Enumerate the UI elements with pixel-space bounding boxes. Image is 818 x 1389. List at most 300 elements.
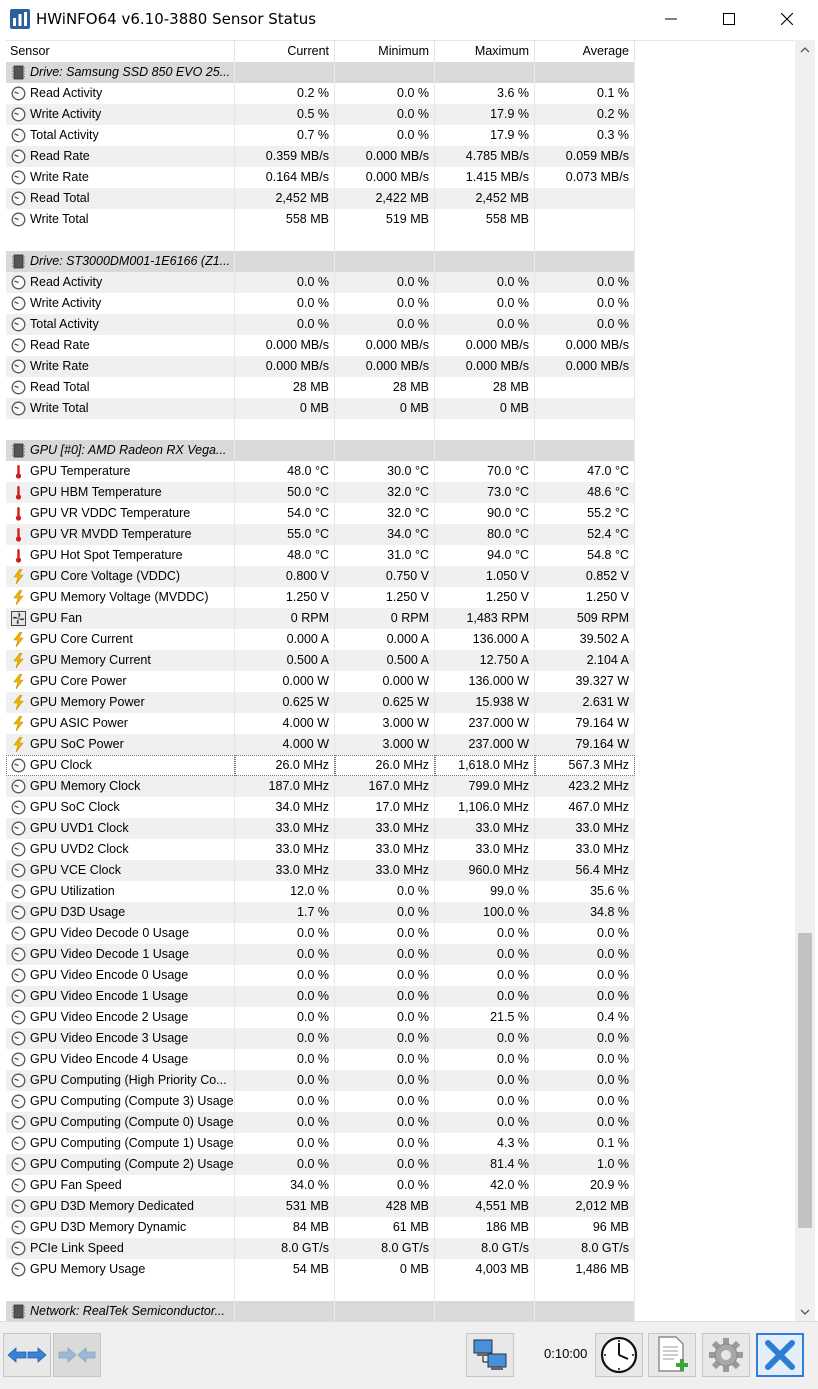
- sensor-row[interactable]: [6, 1238, 794, 1259]
- sensor-row[interactable]: [6, 755, 794, 776]
- sensor-name-cell: [6, 965, 235, 986]
- minimum-value: 30.0 °C: [335, 461, 435, 482]
- sensor-row[interactable]: [6, 902, 794, 923]
- sensor-name-cell: [6, 1007, 235, 1028]
- average-value: 0.000 MB/s: [535, 356, 635, 377]
- sensor-label: GPU Utilization: [30, 884, 115, 898]
- sensor-row[interactable]: [6, 545, 794, 566]
- sensor-row[interactable]: [6, 671, 794, 692]
- minimum-value: 17.0 MHz: [335, 797, 435, 818]
- sensor-name-cell: [6, 377, 235, 398]
- current-value: 0.0 %: [235, 293, 335, 314]
- sensor-row[interactable]: [6, 167, 794, 188]
- current-value: 0.0 %: [235, 965, 335, 986]
- sensor-row[interactable]: [6, 398, 794, 419]
- minimum-value: 0.0 %: [335, 1112, 435, 1133]
- title-bar: [0, 0, 818, 38]
- minimum-value: 0.0 %: [335, 1133, 435, 1154]
- maximum-value: 960.0 MHz: [435, 860, 535, 881]
- sensor-label: Read Total: [30, 380, 90, 394]
- sensor-row[interactable]: [6, 1133, 794, 1154]
- minimum-value: 0.0 %: [335, 125, 435, 146]
- minimum-value: 0.0 %: [335, 1049, 435, 1070]
- current-value: 0.0 %: [235, 1091, 335, 1112]
- group-cell[interactable]: [6, 62, 235, 83]
- lightning-icon: [11, 632, 26, 647]
- close-x-icon: [763, 1338, 797, 1372]
- sensor-row[interactable]: [6, 146, 794, 167]
- group-label: Network: RealTek Semiconductor...: [30, 1304, 225, 1318]
- sensor-row[interactable]: [6, 923, 794, 944]
- current-value: 48.0 °C: [235, 461, 335, 482]
- current-value: 558 MB: [235, 209, 335, 230]
- sensor-row[interactable]: [6, 1112, 794, 1133]
- average-value: 0.0 %: [535, 965, 635, 986]
- sensor-label: GPU Temperature: [30, 464, 131, 478]
- sensor-row[interactable]: [6, 503, 794, 524]
- average-value: [535, 188, 635, 209]
- sensor-row[interactable]: [6, 1049, 794, 1070]
- current-value: 0.359 MB/s: [235, 146, 335, 167]
- average-value: 34.8 %: [535, 902, 635, 923]
- sensor-label: GPU UVD2 Clock: [30, 842, 129, 856]
- current-value: 50.0 °C: [235, 482, 335, 503]
- current-value: 33.0 MHz: [235, 818, 335, 839]
- logging-timer-text: 0:10:00: [544, 1346, 588, 1361]
- lightning-icon: [11, 653, 26, 668]
- chevron-down-icon: [800, 1309, 810, 1316]
- maximum-value: 799.0 MHz: [435, 776, 535, 797]
- clock-gauge-icon: [11, 86, 26, 101]
- minimum-value: 28 MB: [335, 377, 435, 398]
- scroll-down-button[interactable]: [795, 1303, 815, 1321]
- sensor-row[interactable]: [6, 1217, 794, 1238]
- maximum-value: 99.0 %: [435, 881, 535, 902]
- minimum-value: 8.0 GT/s: [335, 1238, 435, 1259]
- maximum-value: 186 MB: [435, 1217, 535, 1238]
- sensor-row[interactable]: [6, 629, 794, 650]
- sensor-list[interactable]: [6, 40, 794, 1321]
- logging-button[interactable]: [648, 1333, 696, 1377]
- average-value: 33.0 MHz: [535, 818, 635, 839]
- maximum-value: 28 MB: [435, 377, 535, 398]
- current-value: 0.0 %: [235, 1007, 335, 1028]
- settings-button[interactable]: [702, 1333, 750, 1377]
- thermometer-icon: [11, 548, 26, 563]
- column-header-average[interactable]: Average: [535, 41, 635, 62]
- sensor-group-row[interactable]: [6, 62, 794, 83]
- minimum-value: 32.0 °C: [335, 482, 435, 503]
- current-value: 0.0 %: [235, 314, 335, 335]
- current-value: 0.0 %: [235, 1028, 335, 1049]
- sensor-group-row[interactable]: [6, 1301, 794, 1321]
- current-value: 0.0 %: [235, 1154, 335, 1175]
- average-value: 0.0 %: [535, 944, 635, 965]
- close-icon: [781, 13, 793, 25]
- sensor-name-cell: [6, 461, 235, 482]
- current-value: 4.000 W: [235, 734, 335, 755]
- column-header-current[interactable]: Current: [235, 41, 335, 62]
- minimum-value: 1.250 V: [335, 587, 435, 608]
- sensor-row[interactable]: [6, 209, 794, 230]
- sensor-name-cell: [6, 104, 235, 125]
- sensor-label: GPU HBM Temperature: [30, 485, 162, 499]
- current-value: 0.000 W: [235, 671, 335, 692]
- maximum-value: 1.415 MB/s: [435, 167, 535, 188]
- average-value: 509 RPM: [535, 608, 635, 629]
- sensor-label: GPU Memory Clock: [30, 779, 141, 793]
- current-value: 0.000 A: [235, 629, 335, 650]
- sensor-label: GPU Computing (Compute 3) Usage: [30, 1094, 234, 1108]
- sensor-label: GPU Video Encode 1 Usage: [30, 989, 189, 1003]
- clock-gauge-icon: [11, 842, 26, 857]
- clock-gauge-icon: [11, 1241, 26, 1256]
- current-value: 48.0 °C: [235, 545, 335, 566]
- sensor-row[interactable]: [6, 125, 794, 146]
- minimum-value: 3.000 W: [335, 713, 435, 734]
- sensor-row[interactable]: [6, 188, 794, 209]
- minimum-value: 0 MB: [335, 1259, 435, 1280]
- sensor-row[interactable]: [6, 272, 794, 293]
- clock-gauge-icon: [11, 947, 26, 962]
- current-value: 4.000 W: [235, 713, 335, 734]
- average-value: 2,012 MB: [535, 1196, 635, 1217]
- group-cell[interactable]: [6, 251, 235, 272]
- sensor-row[interactable]: [6, 1091, 794, 1112]
- sensor-name-cell: [6, 83, 235, 104]
- sensor-name-cell: [6, 671, 235, 692]
- minimum-value: 0.0 %: [335, 314, 435, 335]
- average-value: 0.0 %: [535, 923, 635, 944]
- minimize-button[interactable]: [642, 0, 700, 38]
- sensor-row[interactable]: [6, 881, 794, 902]
- current-value: 531 MB: [235, 1196, 335, 1217]
- sensor-row[interactable]: [6, 356, 794, 377]
- sensor-name-cell: [6, 545, 235, 566]
- sensor-name-cell: [6, 818, 235, 839]
- clock-gauge-icon: [11, 212, 26, 227]
- sensor-label: Write Total: [30, 401, 89, 415]
- sensor-name-cell: [6, 734, 235, 755]
- sensor-label: Read Rate: [30, 338, 90, 352]
- network-button[interactable]: [466, 1333, 514, 1377]
- sensor-label: GPU Core Power: [30, 674, 127, 688]
- inward-arrows-icon: [56, 1344, 98, 1366]
- maximum-value: 0.0 %: [435, 965, 535, 986]
- current-value: 0.500 A: [235, 650, 335, 671]
- sensor-label: GPU Computing (High Priority Co...: [30, 1073, 227, 1087]
- sensor-label: GPU SoC Clock: [30, 800, 120, 814]
- sensor-row[interactable]: [6, 461, 794, 482]
- column-header-minimum[interactable]: Minimum: [335, 41, 435, 62]
- minimum-value: 0 MB: [335, 398, 435, 419]
- clock-gauge-icon: [11, 149, 26, 164]
- maximum-value: 21.5 %: [435, 1007, 535, 1028]
- sensor-row[interactable]: [6, 860, 794, 881]
- compact-view-button[interactable]: [53, 1333, 101, 1377]
- minimum-value: 0.0 %: [335, 1007, 435, 1028]
- clock-gauge-icon: [11, 275, 26, 290]
- maximum-value: 17.9 %: [435, 125, 535, 146]
- column-header-sensor[interactable]: Sensor: [6, 41, 235, 62]
- average-value: 0.0 %: [535, 1049, 635, 1070]
- maximum-value: 0.0 %: [435, 272, 535, 293]
- minimum-value: 0.0 %: [335, 965, 435, 986]
- average-value: 467.0 MHz: [535, 797, 635, 818]
- clock-gauge-icon: [11, 1136, 26, 1151]
- minimize-icon: [665, 13, 677, 25]
- sensor-name-cell: [6, 1112, 235, 1133]
- sensor-row[interactable]: [6, 1259, 794, 1280]
- current-value: 0.7 %: [235, 125, 335, 146]
- sensor-label: GPU ASIC Power: [30, 716, 128, 730]
- average-value: 55.2 °C: [535, 503, 635, 524]
- clock-gauge-icon: [11, 380, 26, 395]
- sensor-name-cell: [6, 314, 235, 335]
- current-value: 0.0 %: [235, 1049, 335, 1070]
- sensor-label: GPU Computing (Compute 1) Usage: [30, 1136, 234, 1150]
- sensor-label: Read Activity: [30, 86, 103, 100]
- clock-gauge-icon: [11, 1262, 26, 1277]
- sensor-group-row[interactable]: [6, 251, 794, 272]
- average-value: 0.3 %: [535, 125, 635, 146]
- sensor-row[interactable]: [6, 293, 794, 314]
- group-label: Drive: Samsung SSD 850 EVO 25...: [30, 65, 231, 79]
- current-value: 0.164 MB/s: [235, 167, 335, 188]
- clock-gauge-icon: [11, 779, 26, 794]
- group-label: GPU [#0]: AMD Radeon RX Vega...: [30, 443, 227, 457]
- minimum-value: 0.0 %: [335, 944, 435, 965]
- clock-gauge-icon: [11, 1031, 26, 1046]
- sensor-name-cell: [6, 335, 235, 356]
- current-value: 55.0 °C: [235, 524, 335, 545]
- sensor-label: GPU Hot Spot Temperature: [30, 548, 183, 562]
- average-value: 0.0 %: [535, 1091, 635, 1112]
- sensor-row[interactable]: [6, 1196, 794, 1217]
- sensor-name-cell: [6, 1133, 235, 1154]
- average-value: 0.073 MB/s: [535, 167, 635, 188]
- sensor-label: Write Total: [30, 212, 89, 226]
- sensor-row[interactable]: [6, 566, 794, 587]
- current-value: 0.000 MB/s: [235, 335, 335, 356]
- average-value: 79.164 W: [535, 713, 635, 734]
- sensor-row[interactable]: [6, 608, 794, 629]
- sensor-row[interactable]: [6, 965, 794, 986]
- sensor-row[interactable]: [6, 377, 794, 398]
- maximum-value: 3.6 %: [435, 83, 535, 104]
- maximum-value: 0.0 %: [435, 986, 535, 1007]
- minimum-value: 0.0 %: [335, 1070, 435, 1091]
- group-cell[interactable]: [6, 1301, 235, 1321]
- sensor-label: GPU Fan Speed: [30, 1178, 122, 1192]
- average-value: 0.1 %: [535, 1133, 635, 1154]
- sensor-name-cell: [6, 902, 235, 923]
- clock-gauge-icon: [11, 401, 26, 416]
- sensor-label: GPU Memory Power: [30, 695, 145, 709]
- sensor-row[interactable]: [6, 797, 794, 818]
- average-value: 54.8 °C: [535, 545, 635, 566]
- minimum-value: 33.0 MHz: [335, 839, 435, 860]
- minimum-value: 0.750 V: [335, 566, 435, 587]
- minimum-value: 0.000 W: [335, 671, 435, 692]
- clock-gauge-icon: [11, 338, 26, 353]
- clock-gauge-icon: [11, 1094, 26, 1109]
- sensor-row[interactable]: [6, 1070, 794, 1091]
- current-value: 33.0 MHz: [235, 839, 335, 860]
- minimum-value: 0.0 %: [335, 83, 435, 104]
- fan-icon: [11, 611, 26, 626]
- close-sensors-button[interactable]: [756, 1333, 804, 1377]
- lightning-icon: [11, 569, 26, 584]
- sensor-group-row[interactable]: [6, 440, 794, 461]
- sensor-row[interactable]: [6, 1028, 794, 1049]
- sensor-label: GPU Video Encode 2 Usage: [30, 1010, 189, 1024]
- minimum-value: 34.0 °C: [335, 524, 435, 545]
- gear-icon: [707, 1336, 745, 1374]
- average-value: 0.4 %: [535, 1007, 635, 1028]
- average-value: 48.6 °C: [535, 482, 635, 503]
- group-cell[interactable]: [6, 440, 235, 461]
- sensor-name-cell: [6, 356, 235, 377]
- sensor-label: GPU VCE Clock: [30, 863, 121, 877]
- maximum-value: 73.0 °C: [435, 482, 535, 503]
- current-value: 187.0 MHz: [235, 776, 335, 797]
- sensor-name-cell: [6, 293, 235, 314]
- average-value: 567.3 MHz: [535, 755, 635, 776]
- maximize-button[interactable]: [700, 0, 758, 38]
- clock-gauge-icon: [11, 800, 26, 815]
- scroll-up-button[interactable]: [795, 40, 815, 58]
- current-value: 34.0 MHz: [235, 797, 335, 818]
- clock-gauge-icon: [11, 821, 26, 836]
- sensor-label: Write Rate: [30, 359, 89, 373]
- sensor-name-cell: [6, 188, 235, 209]
- average-value: 35.6 %: [535, 881, 635, 902]
- sensor-row[interactable]: [6, 776, 794, 797]
- average-value: 1.250 V: [535, 587, 635, 608]
- sensor-row[interactable]: [6, 1154, 794, 1175]
- minimum-value: 0.0 %: [335, 104, 435, 125]
- maximum-value: 100.0 %: [435, 902, 535, 923]
- average-value: 0.1 %: [535, 83, 635, 104]
- clock-gauge-icon: [11, 317, 26, 332]
- sensor-name-cell: [6, 1238, 235, 1259]
- sensor-label: GPU VR VDDC Temperature: [30, 506, 191, 520]
- sensor-name-cell: [6, 524, 235, 545]
- sensor-label: GPU D3D Memory Dedicated: [30, 1199, 194, 1213]
- expand-collapse-button[interactable]: [3, 1333, 51, 1377]
- timer-button[interactable]: [595, 1333, 643, 1377]
- sensor-name-cell: [6, 1217, 235, 1238]
- sensor-row[interactable]: [6, 734, 794, 755]
- chip-icon: [11, 1304, 26, 1319]
- minimum-value: 3.000 W: [335, 734, 435, 755]
- sensor-row[interactable]: [6, 692, 794, 713]
- sensor-label: GPU Memory Current: [30, 653, 151, 667]
- sensor-name-cell: [6, 1259, 235, 1280]
- average-value: 0.0 %: [535, 1028, 635, 1049]
- sensor-row[interactable]: [6, 524, 794, 545]
- sensor-name-cell: [6, 1049, 235, 1070]
- sensor-label: GPU D3D Usage: [30, 905, 126, 919]
- scrollbar-thumb[interactable]: [798, 933, 812, 1228]
- sensor-row[interactable]: [6, 314, 794, 335]
- vertical-scrollbar[interactable]: [795, 40, 815, 1321]
- maximum-value: 94.0 °C: [435, 545, 535, 566]
- clock-gauge-icon: [11, 968, 26, 983]
- average-value: 79.164 W: [535, 734, 635, 755]
- clock-gauge-icon: [11, 989, 26, 1004]
- minimum-value: 0.0 %: [335, 986, 435, 1007]
- average-value: 2.631 W: [535, 692, 635, 713]
- sensor-row[interactable]: [6, 1175, 794, 1196]
- average-value: 39.327 W: [535, 671, 635, 692]
- current-value: 54 MB: [235, 1259, 335, 1280]
- sensor-name-cell: [6, 1196, 235, 1217]
- sensor-label: GPU Computing (Compute 0) Usage: [30, 1115, 234, 1129]
- maximum-value: 0.0 %: [435, 1091, 535, 1112]
- sensor-row[interactable]: [6, 587, 794, 608]
- current-value: 33.0 MHz: [235, 860, 335, 881]
- sensor-label: Write Rate: [30, 170, 89, 184]
- sensor-label: GPU Core Voltage (VDDC): [30, 569, 181, 583]
- minimum-value: 0 RPM: [335, 608, 435, 629]
- sensor-name-cell: [6, 755, 235, 776]
- lightning-icon: [11, 695, 26, 710]
- close-button[interactable]: [758, 0, 816, 38]
- sensor-row[interactable]: [6, 83, 794, 104]
- sensor-row[interactable]: [6, 1007, 794, 1028]
- maximum-value: 0.0 %: [435, 1070, 535, 1091]
- sensor-name-cell: [6, 629, 235, 650]
- sensor-name-cell: [6, 986, 235, 1007]
- current-value: 0.0 %: [235, 272, 335, 293]
- sensor-row[interactable]: [6, 104, 794, 125]
- window-title: HWiNFO64 v6.10-3880 Sensor Status: [36, 10, 317, 28]
- current-value: 0.0 %: [235, 1070, 335, 1091]
- sensor-row[interactable]: [6, 839, 794, 860]
- minimum-value: 0.000 MB/s: [335, 335, 435, 356]
- average-value: 0.059 MB/s: [535, 146, 635, 167]
- lightning-icon: [11, 737, 26, 752]
- minimum-value: 0.0 %: [335, 1028, 435, 1049]
- sensor-name-cell: [6, 713, 235, 734]
- maximum-value: 4.3 %: [435, 1133, 535, 1154]
- maximum-value: 42.0 %: [435, 1175, 535, 1196]
- sensor-row[interactable]: [6, 944, 794, 965]
- sensor-row[interactable]: [6, 986, 794, 1007]
- sensor-row[interactable]: [6, 482, 794, 503]
- minimum-value: 0.625 W: [335, 692, 435, 713]
- sensor-label: GPU Video Encode 3 Usage: [30, 1031, 189, 1045]
- current-value: 0.0 %: [235, 1133, 335, 1154]
- current-value: 34.0 %: [235, 1175, 335, 1196]
- current-value: 1.7 %: [235, 902, 335, 923]
- maximize-icon: [723, 13, 735, 25]
- spacer-row: [6, 230, 794, 251]
- current-value: 0.5 %: [235, 104, 335, 125]
- maximum-value: 0.0 %: [435, 293, 535, 314]
- column-header-maximum[interactable]: Maximum: [435, 41, 535, 62]
- sensor-row[interactable]: [6, 713, 794, 734]
- sensor-row[interactable]: [6, 650, 794, 671]
- current-value: 26.0 MHz: [235, 755, 335, 776]
- sensor-row[interactable]: [6, 335, 794, 356]
- sensor-name-cell: [6, 566, 235, 587]
- clock-gauge-icon: [11, 170, 26, 185]
- sensor-row[interactable]: [6, 818, 794, 839]
- minimum-value: 428 MB: [335, 1196, 435, 1217]
